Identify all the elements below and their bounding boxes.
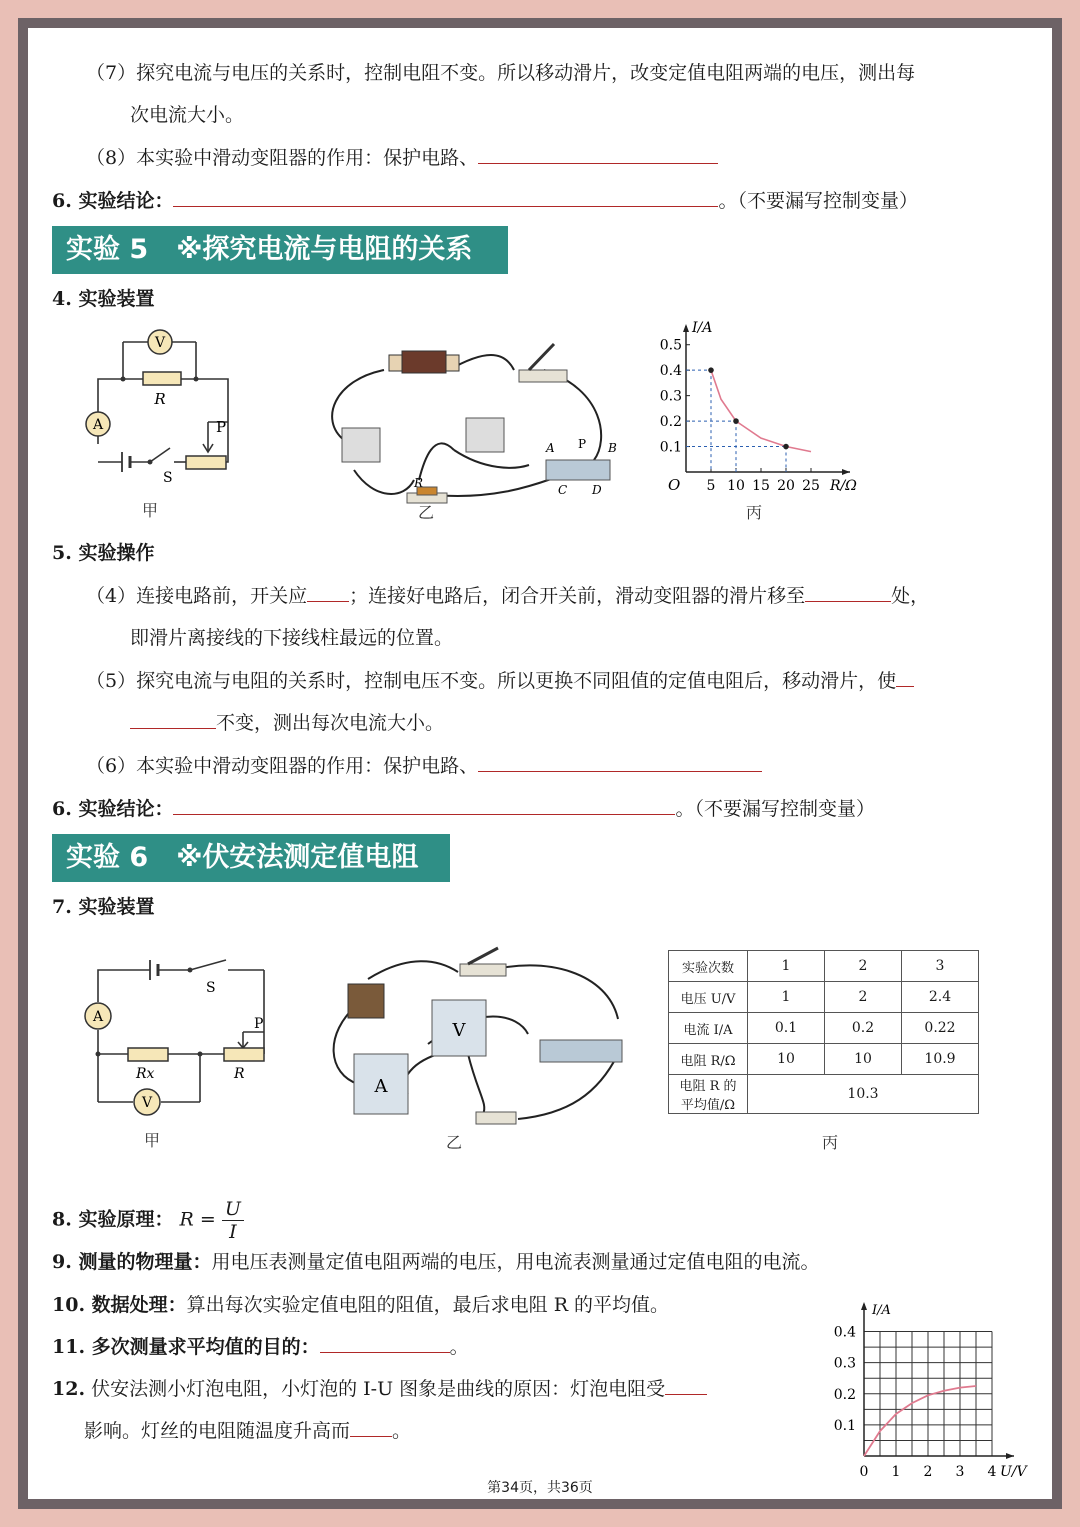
y-axis-label: I/A bbox=[872, 1303, 891, 1318]
y-tick-label: 0.2 bbox=[659, 414, 682, 431]
caption-bing: 丙 bbox=[746, 503, 763, 522]
rheostat-symbol bbox=[224, 1048, 264, 1061]
resistor-symbol bbox=[143, 372, 181, 385]
table-cell: 1 bbox=[748, 982, 825, 1013]
table-row-label: 电压 U/V bbox=[669, 982, 748, 1013]
item-10-label: 10. 数据处理： bbox=[52, 1294, 187, 1316]
exp5-ir-chart bbox=[624, 320, 857, 494]
svg-text:V: V bbox=[154, 335, 166, 351]
table-row-label: 电阻 R 的 平均值/Ω bbox=[669, 1075, 748, 1114]
y-tick-label: 0.1 bbox=[833, 1417, 856, 1434]
y-tick-label: 0.5 bbox=[659, 337, 682, 354]
data-point bbox=[733, 418, 739, 424]
x-tick-label: 1 bbox=[891, 1464, 901, 1480]
table-cell: 10 bbox=[748, 1044, 825, 1075]
table-row-label: 电阻 R/Ω bbox=[669, 1044, 748, 1075]
op-4-line1 bbox=[86, 583, 929, 609]
x-axis-label: R/Ω bbox=[830, 478, 857, 494]
answer-blank[interactable] bbox=[805, 583, 891, 602]
exp6-circuit-diagram bbox=[78, 952, 278, 1132]
battery-pack bbox=[348, 984, 384, 1018]
exp6-header bbox=[52, 834, 450, 882]
exp5-number: 实验 5 bbox=[66, 234, 149, 265]
table-row bbox=[669, 1075, 979, 1114]
svg-text:P: P bbox=[254, 1016, 264, 1032]
item-8-text: （8）本实验中滑动变阻器的作用：保护电路、 bbox=[86, 147, 479, 169]
item-11 bbox=[52, 1334, 469, 1360]
answer-blank[interactable] bbox=[307, 583, 349, 602]
y-tick-label: 0.3 bbox=[659, 388, 682, 405]
rheostat-symbol bbox=[186, 456, 226, 469]
svg-text:A: A bbox=[546, 441, 555, 455]
exp5-header bbox=[52, 226, 508, 274]
item-12-line1 bbox=[52, 1376, 707, 1402]
table-row bbox=[669, 982, 979, 1013]
svg-text:R: R bbox=[154, 390, 166, 408]
y-tick-label: 0.1 bbox=[659, 439, 682, 456]
op-4-line2: 即滑片离接线的下接线柱最远的位置。 bbox=[130, 627, 454, 649]
op-6-text: （6）本实验中滑动变阻器的作用：保护电路、 bbox=[86, 755, 479, 777]
answer-blank[interactable] bbox=[896, 668, 914, 687]
item-12-text: 伏安法测小灯泡电阻，小灯泡的 I-U 图象是曲线的原因：灯泡电阻受 bbox=[91, 1378, 666, 1400]
item-12-line2 bbox=[84, 1418, 411, 1444]
exp6-data-table bbox=[668, 950, 979, 1114]
resistor-x-symbol bbox=[128, 1048, 168, 1061]
svg-text:A: A bbox=[374, 1076, 388, 1097]
answer-blank[interactable] bbox=[173, 188, 718, 207]
y-axis-arrow bbox=[683, 324, 689, 332]
x-axis-arrow bbox=[842, 469, 850, 475]
exp5-conclusion bbox=[52, 796, 875, 822]
caption-yi: 乙 bbox=[446, 1133, 463, 1152]
svg-text:R: R bbox=[414, 476, 424, 490]
table-row bbox=[669, 1044, 979, 1075]
svg-text:P: P bbox=[216, 418, 227, 436]
table-row bbox=[669, 1013, 979, 1044]
data-point bbox=[708, 367, 714, 373]
x-tick-label: 5 bbox=[706, 478, 716, 494]
table-cell: 2 bbox=[825, 951, 902, 982]
battery-cells bbox=[402, 351, 446, 373]
table-cell: 2.4 bbox=[902, 982, 979, 1013]
op-4-part-b: ；连接好电路后，闭合开关前，滑动变阻器的滑片移至 bbox=[349, 585, 806, 607]
table-cell: 0.1 bbox=[748, 1013, 825, 1044]
x-tick-label: 25 bbox=[802, 478, 820, 494]
answer-blank[interactable] bbox=[350, 1418, 392, 1437]
x-tick-label: 2 bbox=[923, 1464, 933, 1480]
table-cell: 3 bbox=[902, 951, 979, 982]
x-tick-label: 10 bbox=[727, 478, 745, 494]
conclusion-label: 6. 实验结论： bbox=[52, 798, 174, 820]
svg-text:S: S bbox=[163, 470, 173, 486]
rheostat-device bbox=[540, 1040, 622, 1062]
principle-fraction: $\frac{U}{I}$ bbox=[222, 1198, 244, 1243]
item-8-principle bbox=[52, 1198, 244, 1243]
table-row bbox=[669, 951, 979, 982]
bulb-iu-chart bbox=[800, 1296, 1027, 1480]
answer-blank[interactable] bbox=[173, 796, 675, 815]
y-tick-label: 0.3 bbox=[833, 1355, 856, 1372]
principle-lhs: R = bbox=[179, 1208, 216, 1231]
table-cell: 1 bbox=[748, 951, 825, 982]
op-4-part-a: （4）连接电路前，开关应 bbox=[86, 585, 308, 607]
caption-jia: 甲 bbox=[144, 1131, 161, 1150]
switch-base bbox=[519, 370, 567, 382]
y-tick-label: 0.4 bbox=[833, 1324, 856, 1341]
x-tick-label: 3 bbox=[955, 1464, 965, 1480]
item-12-line2-text: 影响。灯丝的电阻随温度升高而 bbox=[84, 1420, 351, 1442]
table-row-label: 电流 I/A bbox=[669, 1013, 748, 1044]
caption-yi: 乙 bbox=[418, 503, 435, 522]
svg-text:Rx: Rx bbox=[136, 1066, 155, 1082]
svg-text:S: S bbox=[206, 980, 216, 996]
item-9-label: 9. 测量的物理量： bbox=[52, 1251, 212, 1273]
item-11-label: 11. 多次测量求平均值的目的： bbox=[52, 1336, 320, 1358]
answer-blank[interactable] bbox=[478, 753, 762, 772]
x-tick-label: 15 bbox=[752, 478, 770, 494]
op-6 bbox=[86, 753, 762, 779]
svg-text:C: C bbox=[558, 483, 568, 497]
answer-blank[interactable] bbox=[320, 1334, 450, 1353]
item-12-label: 12. bbox=[52, 1378, 86, 1400]
exp6-number: 实验 6 bbox=[66, 842, 149, 873]
y-axis-arrow bbox=[861, 1302, 867, 1310]
caption-bing: 丙 bbox=[822, 1133, 839, 1152]
item-12-line2-tail: 。 bbox=[392, 1420, 412, 1442]
svg-text:V: V bbox=[452, 1020, 466, 1041]
exp5-circuit-diagram bbox=[78, 324, 248, 489]
resistor-device bbox=[476, 1112, 516, 1124]
page-footer: 第34页，共36页 bbox=[487, 1480, 593, 1496]
table-row-label: 实验次数 bbox=[669, 951, 748, 982]
item-9 bbox=[52, 1249, 819, 1275]
item-10 bbox=[52, 1292, 669, 1318]
answer-blank[interactable] bbox=[665, 1376, 707, 1395]
exp5-operation-heading: 5. 实验操作 bbox=[52, 542, 155, 564]
x-axis-arrow bbox=[1006, 1453, 1014, 1459]
table-cell: 2 bbox=[825, 982, 902, 1013]
exp6-title: ※伏安法测定值电阻 bbox=[176, 842, 419, 873]
conclusion-label: 6. 实验结论： bbox=[52, 190, 174, 212]
iu-curve bbox=[864, 1386, 976, 1456]
op-5-line1 bbox=[86, 668, 914, 694]
op-5-text: （5）探究电流与电阻的关系时，控制电压不变。所以更换不同阻值的定值电阻后，移动滑片，使 bbox=[86, 670, 897, 692]
switch-base bbox=[460, 964, 506, 976]
document-page bbox=[28, 28, 1052, 1499]
caption-jia: 甲 bbox=[142, 501, 159, 520]
table-cell: 10.9 bbox=[902, 1044, 979, 1075]
item-7-line2: 次电流大小。 bbox=[130, 104, 245, 126]
svg-text:A: A bbox=[92, 1009, 104, 1025]
y-tick-label: 0.2 bbox=[833, 1386, 856, 1403]
ammeter-device bbox=[342, 428, 380, 462]
op-4-part-c: 处， bbox=[891, 585, 930, 607]
conclusion-tail: 。（不要漏写控制变量） bbox=[718, 190, 918, 212]
table-cell-average: 10.3 bbox=[748, 1075, 979, 1114]
svg-text:R: R bbox=[234, 1066, 245, 1082]
conclusion-top bbox=[52, 188, 918, 214]
x-tick-label: 4 bbox=[987, 1464, 997, 1480]
ir-curve bbox=[711, 370, 811, 451]
svg-text:A: A bbox=[92, 417, 104, 433]
svg-text:D: D bbox=[592, 483, 602, 497]
table-cell: 0.22 bbox=[902, 1013, 979, 1044]
svg-text:V: V bbox=[141, 1095, 153, 1111]
x-tick-label: 0 bbox=[859, 1464, 869, 1480]
item-8 bbox=[86, 145, 718, 171]
x-tick-label: 20 bbox=[777, 478, 795, 494]
op-5-line2-text: 不变，测出每次电流大小。 bbox=[216, 712, 445, 734]
table-cell: 0.2 bbox=[825, 1013, 902, 1044]
item-7-line1: （7）探究电流与电压的关系时，控制电阻不变。所以移动滑片，改变定值电阻两端的电压，测出每 bbox=[86, 62, 916, 84]
origin-label: O bbox=[668, 476, 681, 494]
conclusion-tail: 。（不要漏写控制变量） bbox=[675, 798, 875, 820]
item-10-text: 算出每次实验定值电阻的阻值，最后求电阻 R 的平均值。 bbox=[186, 1294, 670, 1316]
exp6-apparatus-heading: 7. 实验装置 bbox=[52, 896, 155, 918]
voltmeter-device bbox=[466, 418, 504, 452]
principle-label: 8. 实验原理： bbox=[52, 1208, 174, 1231]
item-11-tail: 。 bbox=[449, 1336, 469, 1358]
data-point bbox=[783, 444, 789, 450]
y-axis-label: I/A bbox=[692, 320, 713, 336]
svg-text:B: B bbox=[608, 441, 617, 455]
y-tick-label: 0.4 bbox=[659, 363, 682, 380]
x-axis-label: U/V bbox=[1000, 1464, 1027, 1480]
exp5-apparatus-heading: 4. 实验装置 bbox=[52, 288, 155, 310]
exp5-physical-setup bbox=[314, 330, 617, 497]
answer-blank[interactable] bbox=[478, 145, 718, 164]
svg-text:P: P bbox=[578, 437, 587, 451]
table-cell: 10 bbox=[825, 1044, 902, 1075]
op-5-line2 bbox=[130, 710, 444, 736]
exp5-title: ※探究电流与电阻的关系 bbox=[176, 234, 473, 265]
item-9-text: 用电压表测量定值电阻两端的电压，用电流表测量通过定值电阻的电流。 bbox=[211, 1251, 820, 1273]
exp6-physical-setup bbox=[318, 944, 638, 1126]
answer-blank[interactable] bbox=[130, 710, 216, 729]
rheostat-device bbox=[546, 460, 610, 480]
